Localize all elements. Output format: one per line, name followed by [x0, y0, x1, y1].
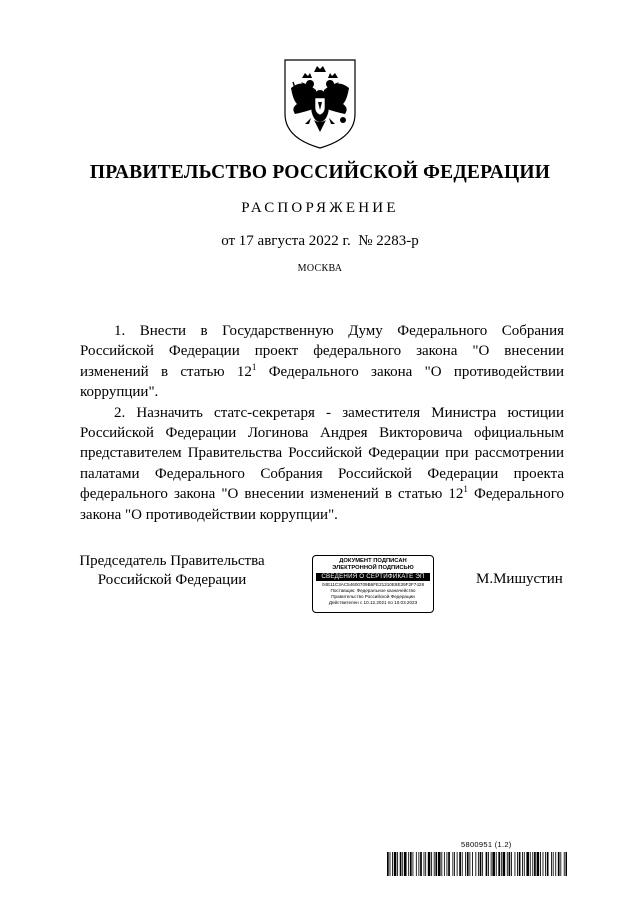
- barcode-bar: [507, 852, 508, 876]
- barcode-bar: [492, 852, 495, 876]
- barcode-bar: [428, 852, 431, 876]
- stamp-line-1: ДОКУМЕНТ ПОДПИСАН: [339, 558, 407, 564]
- signatory-position: [75, 552, 269, 590]
- stamp-certificate-id: 04E11C3AC54600709B6FE21310E8E39F2F7428: [321, 582, 425, 587]
- paragraph-2-text: 2. Назначить статс-секретаря - заместителя Министра юстиции Российской Федерации Логинова Андрея Викторовича официальным представителем Правительства Российской Федерации при рассмотрении палатами Федерального Собрания Российской Федерации проекта федерального закона "О внесении изменений в статью 12: [80, 404, 564, 503]
- barcode-bar: [560, 852, 561, 876]
- paragraph-1-text: 1. Внести в Государственную Думу Федерального Собрания Российской Федерации проект федерального закона "О внесении изменений в статью 12: [80, 323, 564, 380]
- government-title: ПРАВИТЕЛЬСТВО РОССИЙСКОЙ ФЕДЕРАЦИИ: [89, 162, 551, 183]
- barcode-bar: [408, 852, 409, 876]
- paragraph-2-text-end: Федерального закона "О противодействии коррупции".: [80, 486, 564, 523]
- barcode-bar: [566, 852, 568, 876]
- barcode-bar: [425, 852, 426, 876]
- barcode-bar: [435, 852, 437, 876]
- position-line-1: Председатель Правительства: [79, 553, 265, 569]
- barcode-bar: [404, 852, 407, 876]
- paragraph-1-superscript: 1: [251, 361, 257, 372]
- barcode-bar: [475, 852, 476, 876]
- barcode-bar: [418, 852, 419, 876]
- barcode-bar: [387, 852, 389, 876]
- barcode-bar: [498, 852, 500, 876]
- barcode-bar: [416, 852, 417, 876]
- barcode-icon: [387, 852, 567, 876]
- document-number: № 2283-р: [358, 233, 419, 249]
- barcode-bar: [441, 852, 442, 876]
- stamp-line-2: ЭЛЕКТРОННОЙ ПОДПИСЬЮ: [332, 565, 414, 571]
- signatory-name: М.Мишустин: [476, 571, 563, 587]
- paragraph-1: [80, 321, 564, 403]
- barcode-bar: [454, 852, 455, 876]
- paragraph-2-superscript: 1: [463, 484, 468, 495]
- barcode-bar: [530, 852, 531, 876]
- barcode-bar: [517, 852, 518, 876]
- barcode-bar: [496, 852, 497, 876]
- paragraph-2: [80, 403, 564, 525]
- position-line-2: Российской Федерации: [97, 572, 247, 588]
- barcode-bar: [400, 852, 402, 876]
- barcode-bar: [448, 852, 450, 876]
- barcode-bar: [522, 852, 523, 876]
- stamp-certificate-header: СВЕДЕНИЯ О СЕРТИФИКАТЕ ЭП: [316, 573, 430, 581]
- stamp-owner: Правительство Российской Федерации: [331, 594, 415, 599]
- barcode-bar: [392, 852, 393, 876]
- barcode-bar: [394, 852, 397, 876]
- barcode-bar: [465, 852, 466, 876]
- barcode-bar: [555, 852, 556, 876]
- electronic-signature-stamp: [312, 555, 434, 613]
- barcode-bar: [545, 852, 546, 876]
- barcode-bar: [534, 852, 536, 876]
- barcode-bar: [501, 852, 502, 876]
- barcode-bar: [532, 852, 533, 876]
- barcode-bar: [526, 852, 529, 876]
- date-number-line: [0, 233, 640, 250]
- barcode-bar: [519, 852, 521, 876]
- barcode-bar: [540, 852, 541, 876]
- barcode-bar: [537, 852, 540, 876]
- barcode-bar: [515, 852, 516, 876]
- barcode-bar: [413, 852, 414, 876]
- barcode-bar: [551, 852, 552, 876]
- document-type: РАСПОРЯЖЕНИЕ: [241, 200, 399, 216]
- barcode-bar: [420, 852, 422, 876]
- barcode-bar: [547, 852, 549, 876]
- barcode-bar: [511, 852, 512, 876]
- barcode-bar: [402, 852, 403, 876]
- barcode-bar: [431, 852, 432, 876]
- barcode-bar: [488, 852, 489, 876]
- barcode-bar: [486, 852, 488, 876]
- barcode-bar: [469, 852, 470, 876]
- barcode-bar: [472, 852, 473, 876]
- barcode-bar: [478, 852, 479, 876]
- state-emblem-icon: [283, 58, 357, 150]
- barcode-bar: [390, 852, 391, 876]
- barcode-bar: [553, 852, 554, 876]
- barcode-bar: [509, 852, 511, 876]
- barcode-bar: [452, 852, 453, 876]
- barcode-bar: [457, 852, 458, 876]
- barcode-bar: [434, 852, 435, 876]
- barcode-bar: [444, 852, 445, 876]
- barcode-bar: [480, 852, 482, 876]
- stamp-supplier: Поставщик: Федеральное казначейство: [330, 588, 416, 593]
- barcode-bar: [503, 852, 506, 876]
- barcode-bar: [462, 852, 463, 876]
- paragraph-1-text-end: Федерального закона "О противодействии коррупции".: [80, 363, 564, 401]
- document-body: [80, 321, 564, 525]
- barcode-bar: [397, 852, 398, 876]
- barcode-bar: [491, 852, 492, 876]
- barcode-bar: [424, 852, 425, 876]
- barcode-bar: [558, 852, 560, 876]
- barcode-bar: [438, 852, 441, 876]
- barcode-number: 5800951 (1.2): [461, 840, 512, 849]
- barcode-bar: [543, 852, 544, 876]
- barcode-bar: [447, 852, 448, 876]
- document-date: от 17 августа 2022 г.: [221, 233, 351, 249]
- stamp-validity: Действителен с 10.12.2021 по 10.03.2023: [328, 600, 418, 605]
- barcode-bar: [467, 852, 469, 876]
- barcode-bar: [564, 852, 565, 876]
- city: МОСКВА: [297, 263, 343, 274]
- barcode-bar: [482, 852, 483, 876]
- barcode-bar: [410, 852, 412, 876]
- barcode-bar: [459, 852, 461, 876]
- barcode-bar: [524, 852, 525, 876]
